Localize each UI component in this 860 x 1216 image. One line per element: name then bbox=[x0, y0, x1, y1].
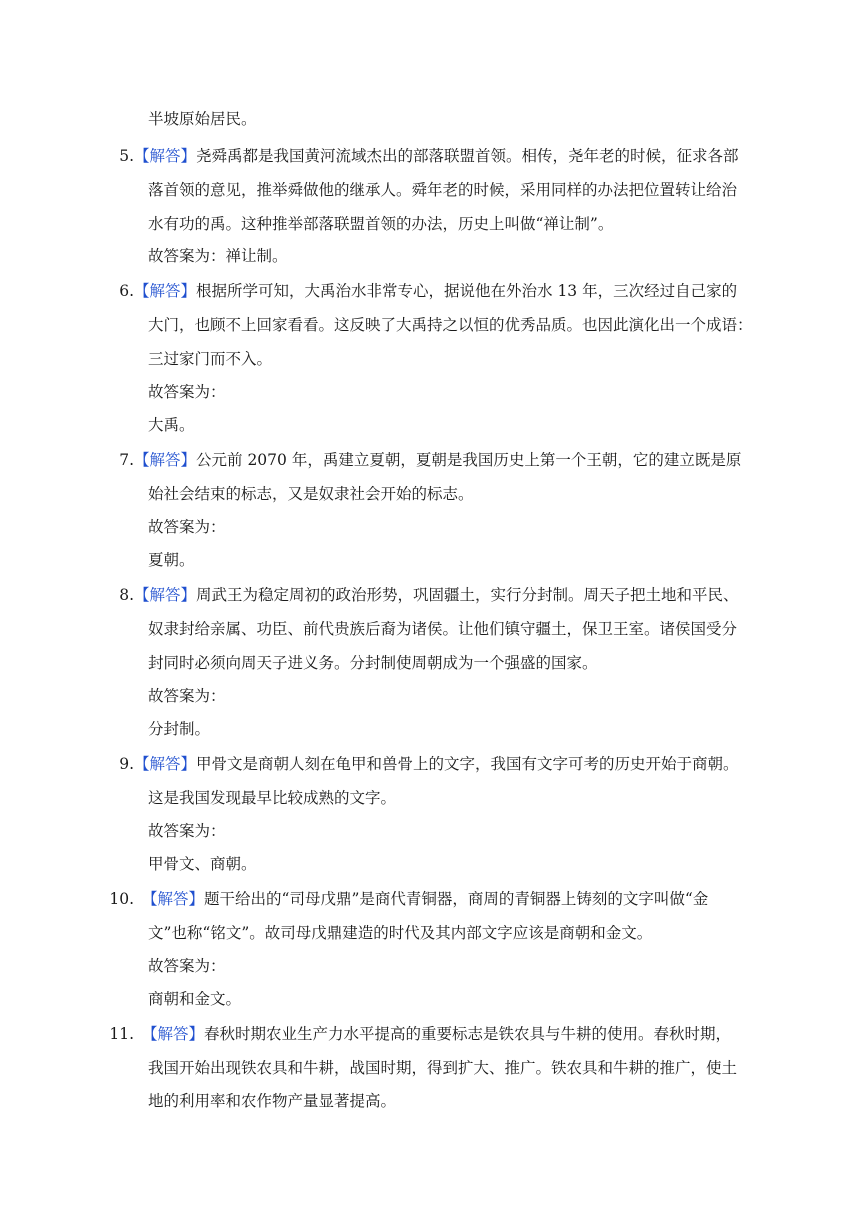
answer-label: 故答案为： bbox=[148, 957, 226, 975]
item-number: 9. bbox=[119, 755, 134, 773]
item-number: 7. bbox=[119, 451, 134, 469]
answer-text: 甲骨文、商朝。 bbox=[148, 855, 257, 873]
item-number: 5. bbox=[119, 147, 134, 165]
item-first-line bbox=[134, 449, 741, 471]
item-text: 奴隶封给亲属、功臣、前代贵族后裔为诸侯。让他们镇守疆土，保卫王室。诸侯国受分 bbox=[148, 620, 738, 638]
item-text: 三过家门而不入。 bbox=[148, 350, 273, 368]
item-number: 8. bbox=[119, 586, 134, 604]
item-text: 封同时必须向周天子进义务。分封制使周朝成为一个强盛的国家。 bbox=[148, 654, 598, 672]
item-first-line bbox=[142, 888, 708, 910]
answer-label: 故答案为： bbox=[148, 518, 226, 536]
item-first-line bbox=[134, 145, 739, 167]
intro-tail-text: 半坡原始居民。 bbox=[148, 110, 257, 128]
answer-tag: 【解答】 bbox=[134, 451, 197, 469]
item-text: 文”也称“铭文”。故司母戊鼎建造的时代及其内部文字应该是商朝和金文。 bbox=[148, 924, 653, 942]
item-text: 始社会结束的标志，又是奴隶社会开始的标志。 bbox=[148, 485, 474, 503]
item-text: 甲骨文是商朝人刻在龟甲和兽骨上的文字，我国有文字可考的历史开始于商朝。 bbox=[196, 755, 739, 773]
answer-label: 故答案为： bbox=[148, 687, 226, 705]
item-text: 这是我国发现最早比较成熟的文字。 bbox=[148, 789, 397, 807]
answer-tag: 【解答】 bbox=[134, 147, 197, 165]
item-text: 春秋时期农业生产力水平提高的重要标志是铁农具与牛耕的使用。春秋时期， bbox=[204, 1025, 732, 1043]
answer-tag: 【解答】 bbox=[134, 586, 197, 604]
answer-tag: 【解答】 bbox=[134, 755, 197, 773]
item-number: 11. bbox=[109, 1025, 134, 1043]
item-text: 根据所学可知，大禹治水非常专心，据说他在外治水 13 年，三次经过自己家的 bbox=[196, 282, 738, 300]
item-text: 题干给出的“司母戊鼎”是商代青铜器，商周的青铜器上铸刻的文字叫做“金 bbox=[204, 890, 709, 908]
item-text: 地的利用率和农作物产量显著提高。 bbox=[148, 1092, 397, 1110]
item-text: 周武王为稳定周初的政治形势，巩固疆土，实行分封制。周天子把土地和平民、 bbox=[196, 586, 739, 604]
answer-tag: 【解答】 bbox=[142, 890, 205, 908]
item-first-line bbox=[142, 1023, 731, 1045]
item-first-line bbox=[134, 280, 737, 302]
item-text: 水有功的禹。这种推举部落联盟首领的办法，历史上叫做“禅让制”。 bbox=[148, 215, 614, 233]
item-first-line bbox=[134, 584, 739, 606]
item-first-line bbox=[134, 753, 739, 775]
answer-text: 分封制。 bbox=[148, 720, 211, 738]
item-number: 6. bbox=[119, 282, 134, 300]
answer-text: 夏朝。 bbox=[148, 551, 195, 569]
answer-text: 大禹。 bbox=[148, 416, 195, 434]
answer-text: 故答案为：禅让制。 bbox=[148, 247, 288, 265]
item-number: 10. bbox=[109, 890, 134, 908]
answer-tag: 【解答】 bbox=[134, 282, 197, 300]
answer-label: 故答案为： bbox=[148, 383, 226, 401]
item-text: 公元前 2070 年，禹建立夏朝，夏朝是我国历史上第一个王朝，它的建立既是原 bbox=[196, 451, 742, 469]
item-text: 大门，也顾不上回家看看。这反映了大禹持之以恒的优秀品质。也因此演化出一个成语： bbox=[148, 316, 753, 334]
answer-label: 故答案为： bbox=[148, 822, 226, 840]
item-text: 我国开始出现铁农具和牛耕，战国时期，得到扩大、推广。铁农具和牛耕的推广，使土 bbox=[148, 1059, 738, 1077]
item-text: 尧舜禹都是我国黄河流域杰出的部落联盟首领。相传，尧年老的时候，征求各部 bbox=[196, 147, 739, 165]
answer-tag: 【解答】 bbox=[142, 1025, 205, 1043]
item-text: 落首领的意见，推举舜做他的继承人。舜年老的时候，采用同样的办法把位置转让给治 bbox=[148, 181, 738, 199]
answer-text: 商朝和金文。 bbox=[148, 990, 242, 1008]
